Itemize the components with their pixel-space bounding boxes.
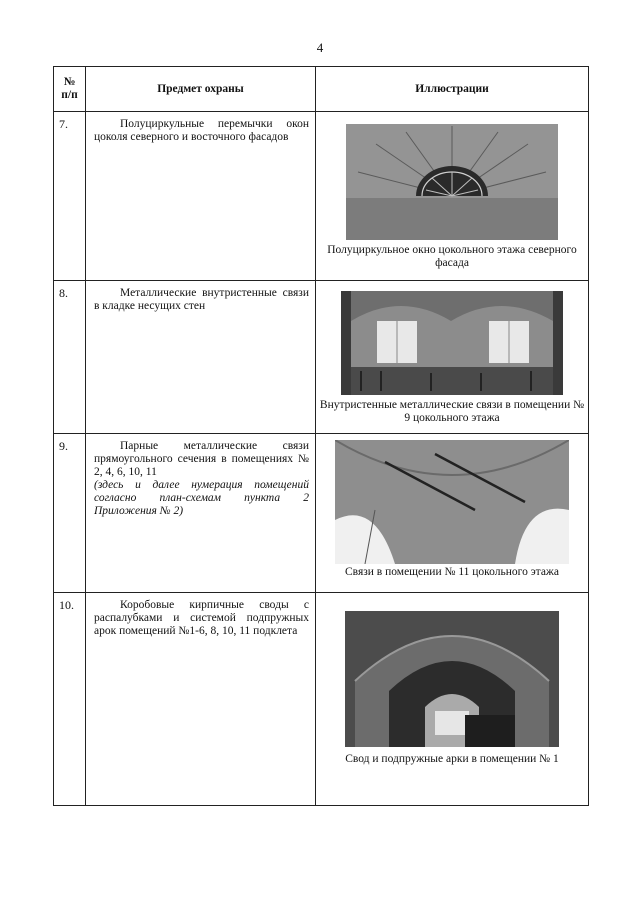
row-subject <box>86 112 316 281</box>
row-illustration <box>316 434 589 593</box>
header-illustrations: Иллюстрации <box>316 67 589 112</box>
photo-vault-arches <box>345 611 559 747</box>
photo-caption: Внутристенные металлические связи в помещении № 9 цокольного этажа <box>319 399 585 424</box>
photo-caption: Свод и подпружные арки в помещении № 1 <box>345 753 559 765</box>
protection-table <box>53 66 589 806</box>
photo-paired-ties <box>335 440 569 564</box>
table-header-row <box>54 67 589 112</box>
row-illustration <box>316 593 589 806</box>
row-subject <box>86 434 316 593</box>
table-row <box>54 593 589 806</box>
subject-note: (здесь и далее нумерация помещений согласно план-схемам пункта 2 Приложения № 2) <box>94 479 309 517</box>
table-row <box>54 281 589 434</box>
page-number: 4 <box>316 40 324 55</box>
subject-text: Коробовые кирпичные своды с распалубками и системой подпружных арок помещений №1-6, 8, 10, 11 подклета <box>94 599 309 637</box>
photo-arched-window <box>346 124 558 240</box>
table-row <box>54 434 589 593</box>
photo-wall-ties <box>341 291 563 395</box>
row-illustration <box>316 112 589 281</box>
subject-text: Полуциркульные перемычки окон цоколя северного и восточного фасадов <box>94 118 309 143</box>
table-row <box>54 112 589 281</box>
row-number: 8. <box>54 281 86 434</box>
row-illustration <box>316 281 589 434</box>
row-subject <box>86 281 316 434</box>
photo-caption: Связи в помещении № 11 цокольного этажа <box>345 566 559 578</box>
header-num: № п/п <box>54 67 86 112</box>
photo-caption: Полуциркульное окно цокольного этажа северного фасада <box>327 244 577 269</box>
subject-text: Парные металлические связи прямоугольного сечения в помещениях № 2, 4, 6, 10, 11 <box>94 440 309 478</box>
subject-text: Металлические внутристенные связи в кладке несущих стен <box>94 287 309 312</box>
row-number: 10. <box>54 593 86 806</box>
row-subject <box>86 593 316 806</box>
header-subject: Предмет охраны <box>86 67 316 112</box>
row-number: 9. <box>54 434 86 593</box>
row-number: 7. <box>54 112 86 281</box>
